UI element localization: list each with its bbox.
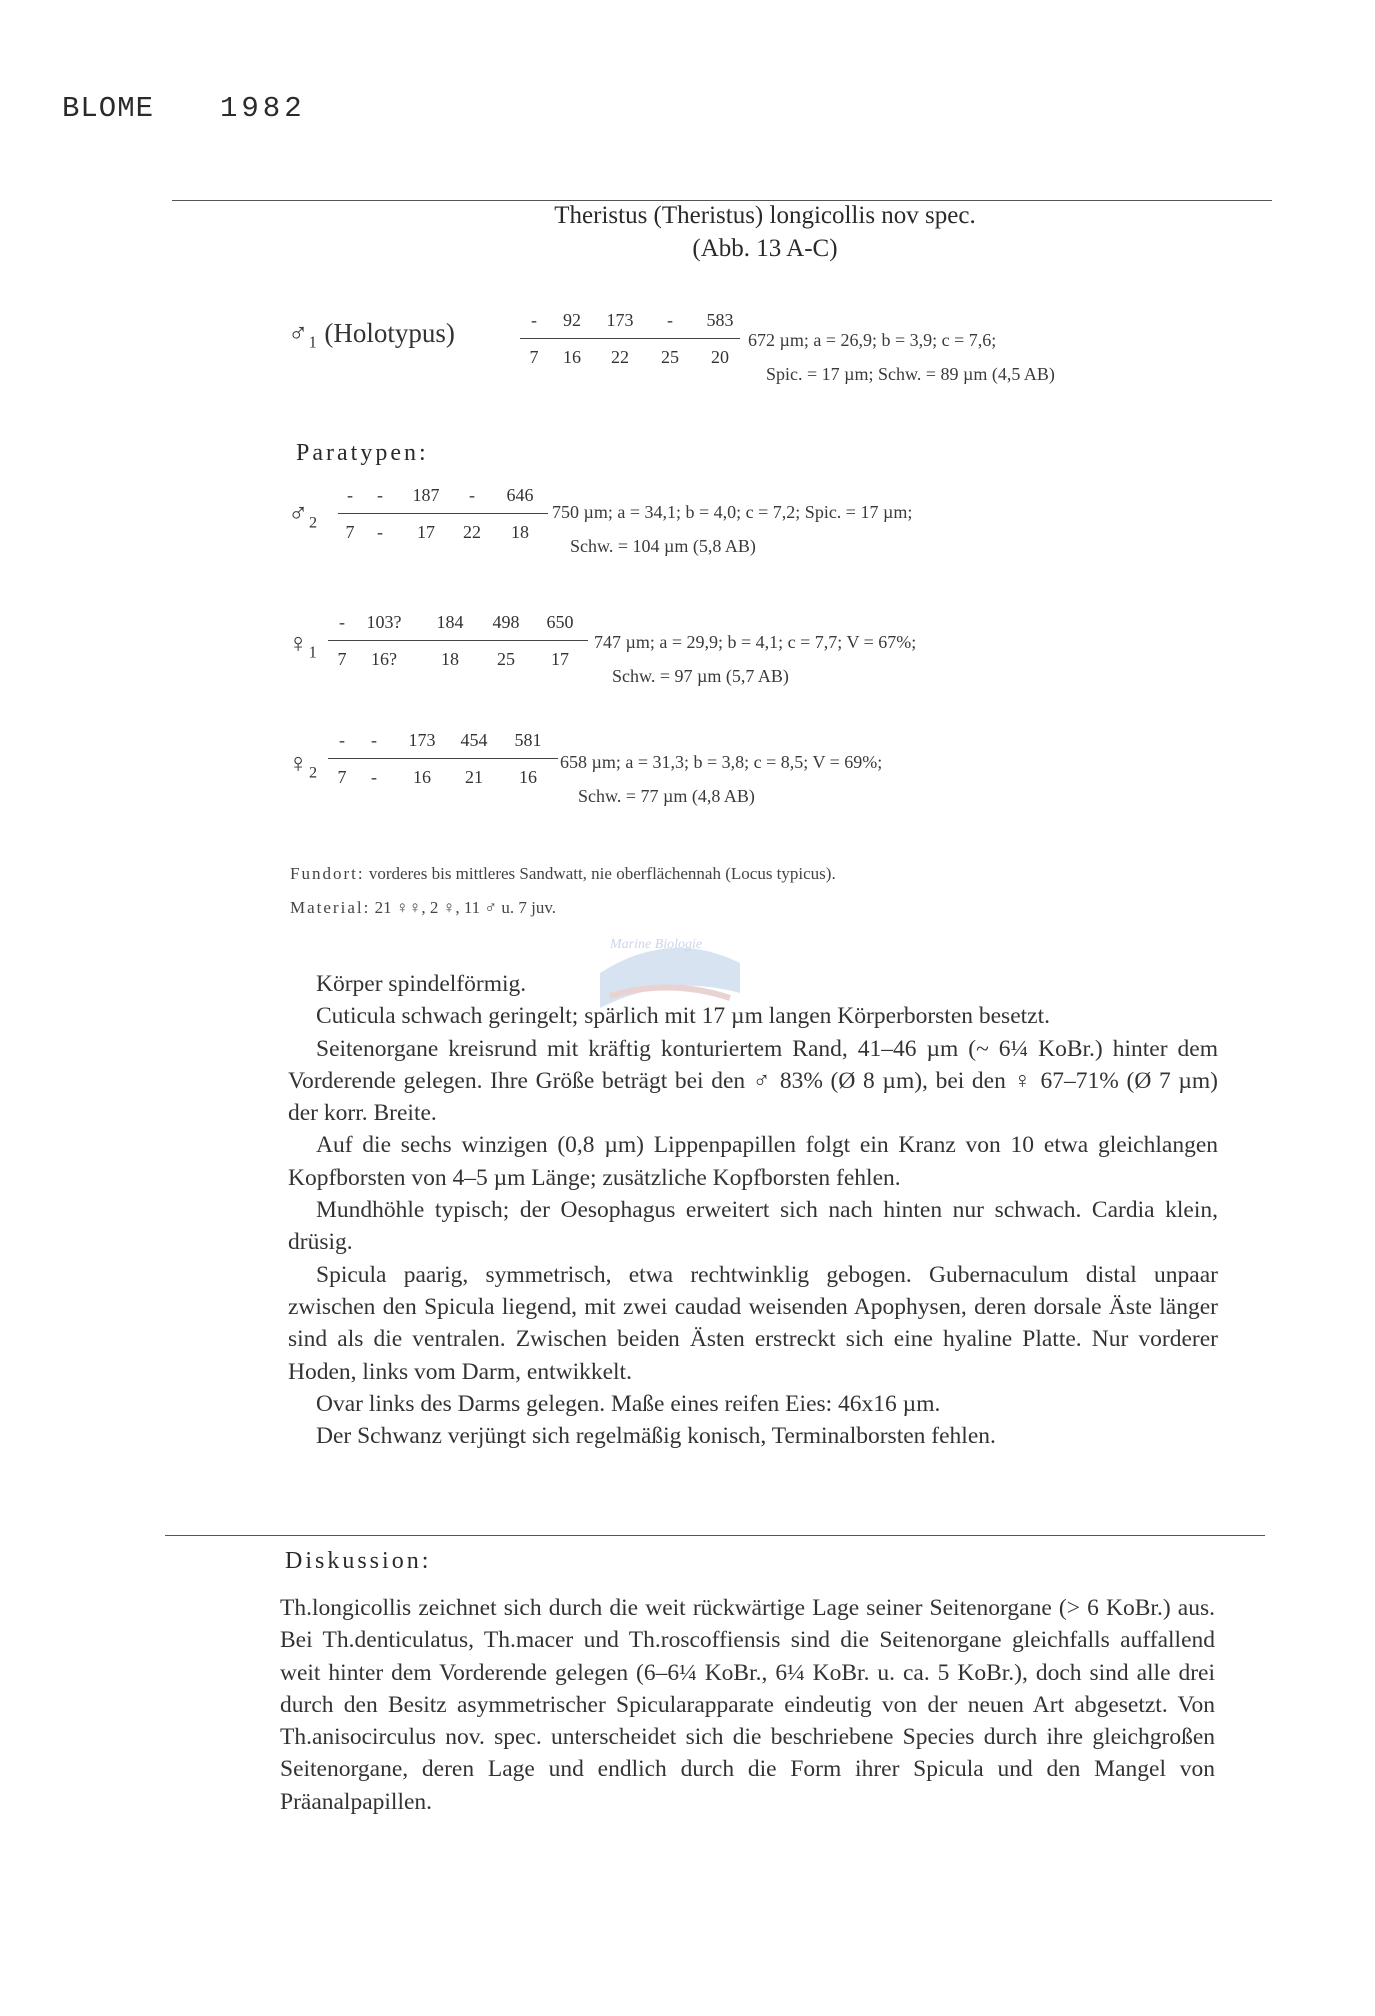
description-paragraph: Körper spindelförmig. xyxy=(316,971,527,997)
diskussion-text xyxy=(280,1592,1215,1818)
species-description xyxy=(288,968,1218,1452)
formula-numerator: - 92 173 - 583 xyxy=(531,310,734,330)
description-paragraph: Spicula paarig, symmetrisch, etwa rechtwinklig gebogen. Gubernaculum distal unpaar zwischen den Spicula liegend, mit zwei caudad weisenden Apophysen, deren dorsale Äste länger sind als die ventralen. Zwischen beiden Ästen erstreckt sich eine hyaline Platte. Nur vorderer Hoden, links vom Darm, entwikkelt. xyxy=(288,1261,1218,1385)
holotype-formula xyxy=(520,310,740,371)
fundort-key: Fundort: xyxy=(290,864,365,883)
paratype-formula: - 103? 184 498 650 7 16? 18 25 17 xyxy=(328,612,588,673)
paratypen-heading: Paratypen: xyxy=(296,440,429,466)
description-paragraph: Mundhöhle typisch; der Oesophagus erweitert sich nach hinten nur schwach. Cardia klein, drüsig. xyxy=(288,1197,1218,1256)
paratype-tail: Schw. = 77 µm (4,8 AB) xyxy=(578,786,755,806)
paratype-measurements: 750 µm; a = 34,1; b = 4,0; c = 7,2; Spic. = 17 µm; xyxy=(552,502,913,522)
paratype-tail: Schw. = 104 µm (5,8 AB) xyxy=(570,536,756,556)
description-paragraph: Seitenorgane kreisrund mit kräftig konturiertem Rand, 41–46 µm (~ 6¼ KoBr.) hinter dem Vorderende gelegen. Ihre Größe beträgt bei den ♂ 83% (Ø 8 µm), bei den ♀ 67–71% (Ø 7 µm) der korr. Breite. xyxy=(288,1035,1218,1127)
fundort-line xyxy=(290,864,836,884)
description-paragraph: Auf die sechs winzigen (0,8 µm) Lippenpapillen folgt ein Kranz von 10 etwa gleichlangen Kopfborsten von 4–5 µm Länge; zusätzliche Kopfborsten fehlen. xyxy=(288,1132,1218,1191)
paratype-formula: - - 187 - 646 7 - 17 22 18 xyxy=(338,485,548,546)
paratype-formula: - - 173 454 581 7 - 16 21 16 xyxy=(328,730,558,791)
paratype-measurements: 747 µm; a = 29,9; b = 4,1; c = 7,7; V = 67%; xyxy=(594,632,917,652)
top-rule xyxy=(172,200,1272,201)
paratype-label: ♀₁ xyxy=(288,628,318,658)
section-rule xyxy=(165,1535,1265,1536)
material-line xyxy=(290,898,556,918)
description-paragraph: Cuticula schwach geringelt; spärlich mit 17 µm langen Körperborsten besetzt. xyxy=(316,1003,1050,1030)
diskussion-paragraph: Th.longicollis zeichnet sich durch die weit rückwärtige Lage seiner Seitenorgane (> 6 KoBr.) aus. Bei Th.denticulatus, Th.macer und Th.roscoffiensis sind die Seitenorgane gleichfalls auffallend weit hinter dem Vorderende gelegen (6–6¼ KoBr., 6¼ KoBr. u. ca. 5 KoBr.), doch sind alle drei durch den Besitz asymmetrischer Spicularapparate eindeutig von der neuen Art abgesetzt. Von Th.anisocirculus nov. spec. unterscheidet sich die beschriebene Species durch ihre gleichgroßen Seitenorgane, deren Lage und endlich durch die Form ihrer Spicula und den Mangel von Präanalpapillen. xyxy=(280,1595,1215,1815)
watermark-text: Marine Biologie xyxy=(610,937,703,952)
header-year: 1982 xyxy=(220,92,306,125)
material-value: 21 ♀♀, 2 ♀, 11 ♂ u. 7 juv. xyxy=(374,898,557,917)
figure-reference: (Abb. 13 A-C) xyxy=(692,235,838,262)
description-paragraph: Ovar links des Darms gelegen. Maße eines reifen Eies: 46x16 µm. xyxy=(316,1390,941,1417)
holotype-spicula-tail: Spic. = 17 µm; Schw. = 89 µm (4,5 AB) xyxy=(766,364,1055,384)
material-key: Material: xyxy=(290,898,371,917)
formula-bar xyxy=(520,338,740,339)
paratype-measurements: 658 µm; a = 31,3; b = 3,8; c = 8,5; V = 69%; xyxy=(560,752,883,772)
formula-denominator: 7 16 22 25 20 xyxy=(529,347,729,367)
paratype-label: ♀₂ xyxy=(288,748,318,778)
paratype-tail: Schw. = 97 µm (5,7 AB) xyxy=(612,666,789,686)
header-author: BLOME xyxy=(62,92,155,125)
paratype-label: ♂₂ xyxy=(288,498,318,528)
holotype-measurements: 672 µm; a = 26,9; b = 3,9; c = 7,6; xyxy=(748,330,997,350)
species-title: Theristus (Theristus) longicollis nov spec. xyxy=(554,202,976,229)
diskussion-heading: Diskussion: xyxy=(285,1548,432,1574)
fundort-value: vorderes bis mittleres Sandwatt, nie oberflächennah (Locus typicus). xyxy=(368,864,836,883)
description-paragraph: Der Schwanz verjüngt sich regelmäßig konisch, Terminalborsten fehlen. xyxy=(316,1423,996,1450)
holotype-label: ♂₁ (Holotypus) xyxy=(288,318,455,348)
